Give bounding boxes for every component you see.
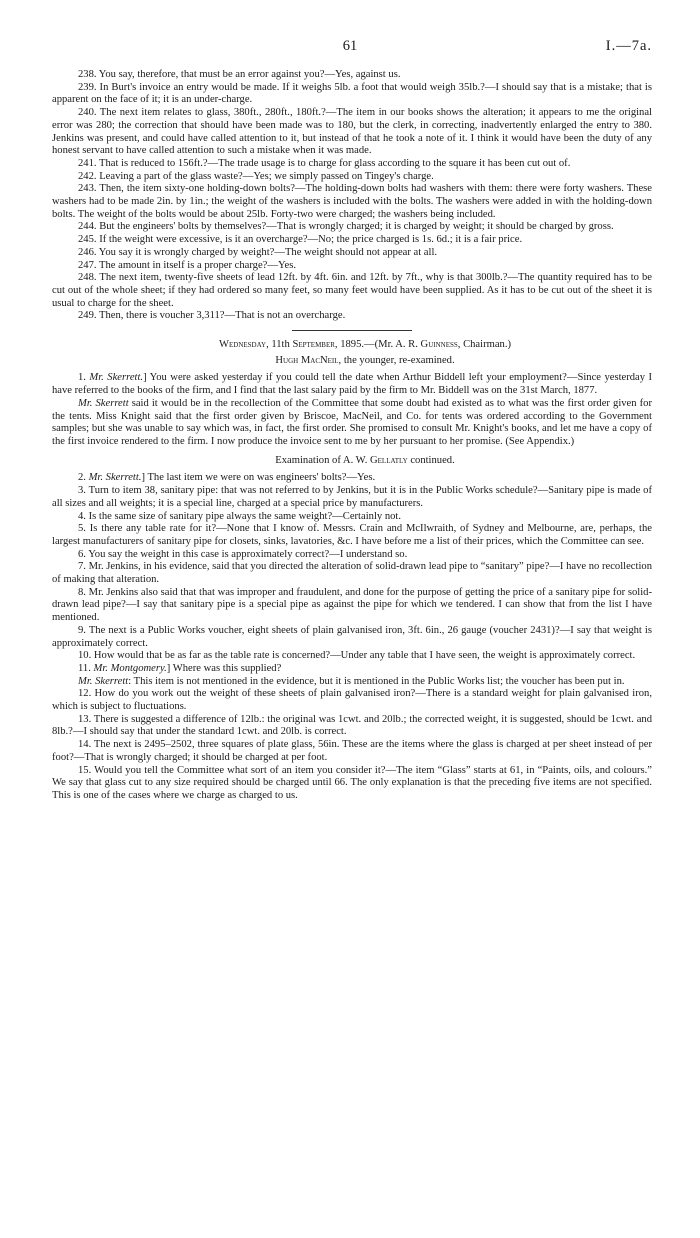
paragraph-text: ] Where was this supplied? xyxy=(166,662,282,674)
evidence-paragraph: 241. That is reduced to 156ft.?—The trade usage is to charge for glass according to the square it has been cut out of. xyxy=(78,157,571,169)
speaker-name: Mr. Skerrett. xyxy=(88,472,142,484)
speaker-name: Mr. Montgomery. xyxy=(93,662,167,674)
speaker-name: Mr. Skerrett xyxy=(78,675,129,687)
evidence-paragraph: 249. Then, there is voucher 3,311?—That is not an overcharge. xyxy=(78,310,346,322)
chairman-title: , Chairman.) xyxy=(457,339,512,351)
paragraph-text: 8. Mr. Jenkins also said that that was improper and fraudulent, and done for the purpose of getting the price of a sanitary pipe for solid-drawn lead pipe?—I say that sanitary pipe is a special pipe as against the pipe for which we tendered. I can show that from the list I have mentioned. xyxy=(52,586,652,624)
evidence-paragraph xyxy=(52,714,652,739)
paragraph-text: 13. There is suggested a difference of 12lb.: the original was 1cwt. and 20lb.; the corrected weight, it is suggested, should be 1cwt. and 8lb.?—I should say that under the standard 1cwt. and 20lb. is correct. xyxy=(52,713,652,738)
evidence-paragraph: 239. In Burt's invoice an entry would be made. If it weighs 5lb. a foot that would weigh 35lb.?—I should say that is a mistake; that is apparent on the face of it; it is an under-charge. xyxy=(52,81,652,106)
evidence-paragraph: 244. But the engineers' bolts by themselves?—That is wrongly charged; it is charged by weight; it should be charged by gross. xyxy=(78,221,614,233)
paragraph-text: 12. How do you work out the weight of these sheets of plain galvanised iron?—There is a standard weight for plain galvanised iron, which is subject to fluctuations. xyxy=(52,688,652,713)
evidence-paragraph xyxy=(52,561,652,586)
paragraph-text: 15. Would you tell the Committee what sort of an item you consider it?—The item “Glass” starts at 61, in “Paints, oils, and colours.” We say that glass cut to any size required should be charged until 66. The only explanation is that the preceding five items are not specified. This is one of the cases where we charge as charged to us. xyxy=(52,764,652,801)
witness-name: Hugh MacNeil xyxy=(275,354,339,366)
evidence-paragraph: 246. You say it is wrongly charged by weight?—The weight should not appear at all. xyxy=(78,246,438,258)
evidence-paragraph xyxy=(52,663,652,676)
paragraph-text: said it would be in the recollection of the Committee that some doubt had existed as to what was the first order given for the tents. Miss Knight said that the first order given by Briscoe, MacNeil, and Co. for tents was ordered according to the Government samples; but she was unable to say which was, in fact, the first order. She promised to consult Mr. Knight's books, and let me have a copy of the first invoice rendered to the firm. I now produce the invoice sent to me by her pursuant to her promise. (See Appendix.) xyxy=(52,397,652,447)
question-number: 11. xyxy=(78,662,94,674)
evidence-paragraph: 243. Then, the item sixty-one holding-down bolts?—The holding-down bolts had washers with them: there were forty washers. These washers had to be made 2in. by 1in.; the weight of the washers is included with the bolts. The washers were added in with the holding-down bolts. The weight of the bolts would be about 25lb. Forty-two were charged; the washers being included. xyxy=(52,183,652,220)
paragraph-text: 9. The next is a Public Works voucher, eight sheets of plain galvanised iron, 3ft. 6in., 26 gauge (voucher 2431)?—I say that weight is approximately correct. xyxy=(52,624,652,649)
evidence-paragraph xyxy=(52,549,652,562)
evidence-paragraph xyxy=(52,676,652,689)
evidence-section-1 xyxy=(52,69,652,323)
evidence-paragraph xyxy=(52,398,652,449)
witness-status: , the younger, re-examined. xyxy=(338,354,455,366)
paragraph-text: 5. Is there any table rate for it?—None that I know of. Messrs. Crain and McIlwraith, of Sydney and Melbourne, are, perhaps, the largest manufacturers of sanitary pipe for closets, sinks, lavatories, &c. I have before me a list of their prices, which the Committee can see. xyxy=(52,523,652,547)
evidence-paragraph xyxy=(52,472,652,485)
paragraph-text: 3. Turn to item 38, sanitary pipe: that was not referred to by Jenkins, but it is in the Public Works schedule?—Sanitary pipe is made of all sizes and all weights; it is a special line, charged at a special price by manufacturers. xyxy=(52,485,652,509)
evidence-paragraph: 240. The next item relates to glass, 380ft., 280ft., 180ft.?—The item in our books shows the alteration; it appears to me the original error was 280; the correction that should have been made was to 180, but the clerk, in correcting, inadvertently enlarged the entry to 380. Jenkins was present, and could have called attention to it, but instead of that he took a note of it. I think it would have been the duty of any honest servant to have called attention to such a mistake when it was made. xyxy=(52,107,652,157)
session-day: Wednesday xyxy=(218,339,267,351)
evidence-section-2 xyxy=(52,372,652,448)
evidence-paragraph: 248. The next item, twenty-five sheets of lead 12ft. by 4ft. 6in. and 12ft. by 7ft., why is that 300lb.?—The quantity required has to be cut out of the whole sheet; if they had ordered so many feet, so many feet would have been supplied. As it has to be cut out of the sheet it is usual to charge for the sheet. xyxy=(52,272,652,309)
evidence-paragraph xyxy=(52,739,652,764)
paragraph-text: ] You were asked yesterday if you could tell the date when Arthur Biddell left your employment?—Since yesterday I have referred to the books of the firm, and I find that the last salary paid by the firm to Mr. Biddell was on the 31st March, 1877. xyxy=(52,372,653,397)
evidence-section-3 xyxy=(52,472,652,802)
paragraph-text: 4. Is the same size of sanitary pipe always the same weight?—Certainly not. xyxy=(78,510,402,522)
speaker-name: Mr. Skerrett. xyxy=(89,372,144,384)
document-body xyxy=(52,69,652,803)
evidence-paragraph: 242. Leaving a part of the glass waste?—Yes; we simply passed on Tingey's charge. xyxy=(78,170,434,182)
question-number: 1. xyxy=(78,372,90,384)
session-year: , 1895.—(Mr. A. R. xyxy=(334,339,421,351)
examination-name: Gellatly xyxy=(370,454,408,466)
evidence-paragraph xyxy=(52,688,652,713)
examination-prefix: Examination of A. W. xyxy=(275,454,370,466)
evidence-paragraph: 245. If the weight were excessive, is it an overcharge?—No; the price charged is 1s. 6d.; it is a fair price. xyxy=(78,234,523,246)
evidence-paragraph xyxy=(52,523,652,548)
paragraph-text: : This item is not mentioned in the evidence, but it is mentioned in the Public Works list; the voucher has been put in. xyxy=(128,675,625,687)
evidence-paragraph xyxy=(52,587,652,625)
speaker-name: Mr. Skerrett xyxy=(78,397,129,409)
session-heading xyxy=(52,339,652,352)
paragraph-text: ] The last item we were on was engineers' bolts?—Yes. xyxy=(141,472,376,484)
document-reference: I.—7a. xyxy=(605,38,652,54)
paragraph-text: 6. You say the weight in this case is approximately correct?—I understand so. xyxy=(78,548,408,560)
paragraph-text: 14. The next is 2495–2502, three squares of plate glass, 56in. These are the items where the glass is charged at per sheet instead of per foot?—That is wrongly charged; it should be charged at per foot. xyxy=(52,739,652,763)
examination-heading xyxy=(52,455,652,468)
page-number: 61 xyxy=(342,38,358,54)
section-divider xyxy=(292,330,412,331)
session-date: , 11th xyxy=(266,339,293,351)
examination-suffix: continued. xyxy=(407,454,455,466)
evidence-paragraph xyxy=(52,650,652,663)
chairman-name: Guinness xyxy=(420,339,458,351)
evidence-paragraph xyxy=(52,625,652,650)
evidence-paragraph xyxy=(52,485,652,510)
question-number: 2. xyxy=(78,472,89,484)
evidence-paragraph xyxy=(52,511,652,524)
evidence-paragraph: 247. The amount in itself is a proper charge?—Yes. xyxy=(78,259,297,271)
paragraph-text: 7. Mr. Jenkins, in his evidence, said that you directed the alteration of solid-drawn lead pipe to “sanitary” pipe?—I have no recollection of making that alteration. xyxy=(52,561,652,586)
evidence-paragraph xyxy=(52,765,652,803)
evidence-paragraph: 238. You say, therefore, that must be an error against you?—Yes, against us. xyxy=(78,69,401,80)
paragraph-text: 10. How would that be as far as the table rate is concerned?—Under any table that I have seen, the weight is approximately correct. xyxy=(78,650,636,662)
evidence-paragraph xyxy=(52,372,652,397)
witness-heading xyxy=(52,355,652,368)
session-month: September xyxy=(292,339,335,351)
